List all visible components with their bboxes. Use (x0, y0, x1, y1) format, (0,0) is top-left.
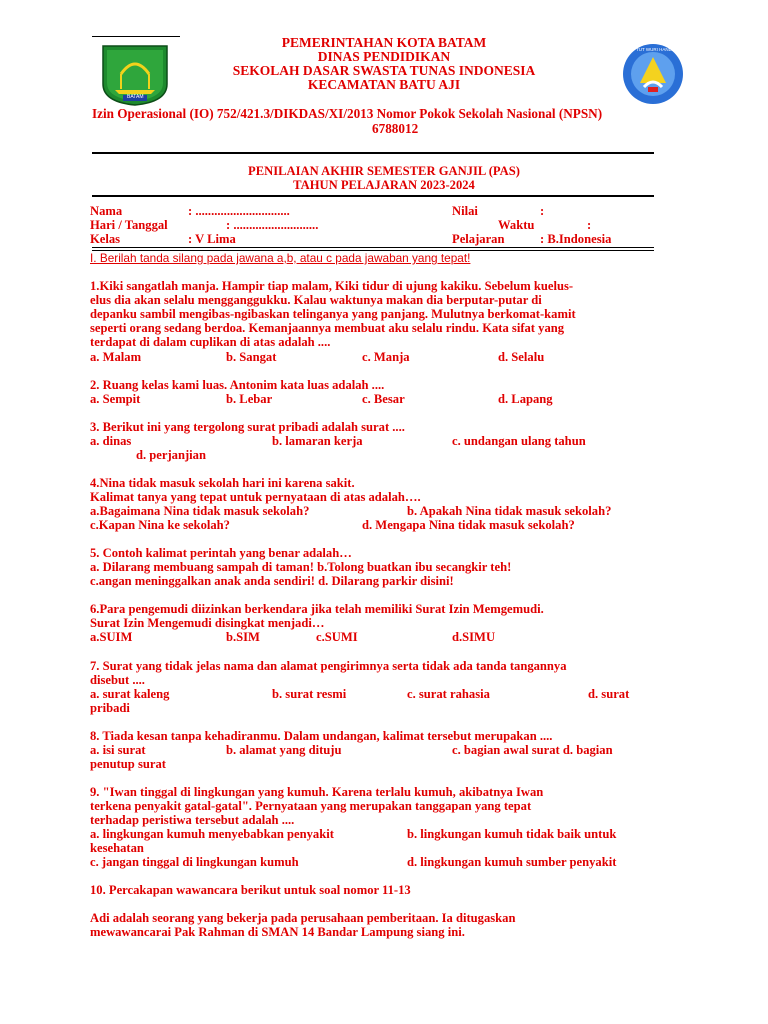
q6-option-b[interactable]: b.SIM (226, 630, 260, 644)
nama-label: Nama (90, 204, 123, 218)
header-line-3: SEKOLAH DASAR SWASTA TUNAS INDONESIA (232, 63, 536, 78)
q3-option-b[interactable]: b. lamaran kerja (272, 434, 363, 448)
q6-option-d[interactable]: d.SIMU (452, 630, 496, 644)
q5-options-line-1[interactable]: a. Dilarang membuang sampah di taman! b.Tolong buatkan ibu secangkir teh! (90, 560, 512, 574)
q9-line: terkena penyakit gatal-gatal". Pernyataan yang merupakan tanggapan yang tepat (90, 799, 532, 813)
q1-option-b[interactable]: b. Sangat (226, 350, 277, 364)
q4-option-c[interactable]: c.Kapan Nina ke sekolah? (90, 518, 230, 532)
header-line-2: DINAS PENDIDIKAN (317, 49, 451, 64)
q4-option-a[interactable]: a.Bagaimana Nina tidak masuk sekolah? (90, 504, 310, 518)
q8-option-d-wrap: penutup surat (90, 757, 166, 771)
q6-option-a[interactable]: a.SUIM (90, 630, 133, 644)
instruction-text: I. Berilah tanda silang pada jawana a,b, atau c pada jawaban yang tepat! (90, 251, 471, 265)
hari-field[interactable]: : ........................... (226, 218, 319, 232)
q1-line: terdapat di dalam cuplikan di atas adalah .... (90, 335, 331, 349)
q4-option-b[interactable]: b. Apakah Nina tidak masuk sekolah? (407, 504, 612, 518)
q1-line: 1.Kiki sangatlah manja. Hampir tiap malam, Kiki tidur di ujung kakiku. Sebelum kuelus- (90, 279, 574, 293)
q2-option-a[interactable]: a. Sempit (90, 392, 141, 406)
q6-option-c[interactable]: c.SUMI (316, 630, 358, 644)
q1-option-c[interactable]: c. Manja (362, 350, 410, 364)
q6-line: 6.Para pengemudi diizinkan berkendara jika telah memiliki Surat Izin Memgemudi. (90, 602, 544, 616)
header-line-4: KECAMATAN BATU AJI (307, 77, 461, 92)
q7-option-b[interactable]: b. surat resmi (272, 687, 347, 701)
izin-line-1: Izin Operasional (IO) 752/421.3/DIKDAS/XI/2013 Nomor Pokok Sekolah Nasional (NPSN) (92, 106, 603, 121)
q1-option-d[interactable]: d. Selalu (498, 350, 545, 364)
q9-option-a[interactable]: a. lingkungan kumuh menyebabkan penyakit (90, 827, 334, 841)
q1-option-a[interactable]: a. Malam (90, 350, 142, 364)
q9-line: 9. "Iwan tinggal di lingkungan yang kumuh. Karena terlalu kumuh, akibatnya Iwan (90, 785, 544, 799)
q1-line: depanku sambil mengibas-ngibaskan telinganya yang panjang. Mulutnya berkomat-kamit (90, 307, 576, 321)
q3-option-d[interactable]: d. perjanjian (136, 448, 206, 462)
waktu-label: Waktu (498, 218, 535, 232)
q7-line: 7. Surat yang tidak jelas nama dan alamat pengirimnya serta tidak ada tanda tangannya (90, 659, 567, 673)
batam-logo-text: BATAM (127, 94, 144, 100)
izin-line-2: 6788012 (372, 121, 419, 136)
pelajaran-label: Pelajaran (452, 232, 505, 246)
q4-line: Kalimat tanya yang tepat untuk pernyataan di atas adalah…. (90, 490, 421, 504)
exam-year: TAHUN PELAJARAN 2023-2024 (293, 178, 475, 192)
q5-text: 5. Contoh kalimat perintah yang benar adalah… (90, 546, 352, 560)
waktu-field[interactable]: : (587, 218, 592, 232)
q1-line: elus dia akan selalu mengganggukku. Kalau waktunya makan dia berputar-putar di (90, 293, 542, 307)
q7-option-d[interactable]: d. surat (588, 687, 630, 701)
q8-option-a[interactable]: a. isi surat (90, 743, 146, 757)
question-10: 10. Percakapan wawancara berikut untuk soal nomor 11-13 (90, 883, 411, 897)
nilai-label: Nilai (452, 204, 478, 218)
q7-line: disebut .... (90, 673, 145, 687)
kelas-label: Kelas (90, 232, 121, 246)
nilai-field[interactable]: : (540, 204, 545, 218)
q4-option-d[interactable]: d. Mengapa Nina tidak masuk sekolah? (362, 518, 575, 532)
pelajaran-value: : B.Indonesia (540, 232, 612, 246)
q2-text: 2. Ruang kelas kami luas. Antonim kata luas adalah .... (90, 378, 385, 392)
hari-label: Hari / Tanggal (90, 218, 168, 232)
q7-option-a[interactable]: a. surat kaleng (90, 687, 170, 701)
q3-option-c[interactable]: c. undangan ulang tahun (452, 434, 586, 448)
q7-option-d-wrap: pribadi (90, 701, 130, 715)
q8-option-c-d[interactable]: c. bagian awal surat d. bagian (452, 743, 613, 757)
identity-divider-1 (92, 247, 654, 248)
passage-line: Adi adalah seorang yang bekerja pada perusahaan pemberitaan. Ia ditugaskan (90, 911, 516, 925)
kelas-value: : V Lima (188, 232, 236, 246)
q3-option-a[interactable]: a. dinas (90, 434, 132, 448)
q9-option-b[interactable]: b. lingkungan kumuh tidak baik untuk (407, 827, 617, 841)
exam-title: PENILAIAN AKHIR SEMESTER GANJIL (PAS) (248, 164, 520, 178)
q9-line: terhadap peristiwa tersebut adalah .... (90, 813, 295, 827)
q3-text: 3. Berikut ini yang tergolong surat pribadi adalah surat .... (90, 420, 405, 434)
q1-line: seperti orang sedang berdoa. Kemanjaannya membuat aku selalu rindu. Kata sifat yang (90, 321, 565, 335)
school-header (0, 36, 768, 92)
q7-option-c[interactable]: c. surat rahasia (407, 687, 490, 701)
q2-option-d[interactable]: d. Lapang (498, 392, 553, 406)
tut-wuri-logo-text: TUT WURI HANDAYANI (636, 47, 685, 52)
q5-options-line-2[interactable]: c.angan meninggalkan anak anda sendiri! d. Dilarang parkir disini! (90, 574, 454, 588)
q9-option-c[interactable]: c. jangan tinggal di lingkungan kumuh (90, 855, 299, 869)
nama-field[interactable]: : .............................. (188, 204, 290, 218)
q9-option-b-wrap: kesehatan (90, 841, 144, 855)
header-divider (92, 152, 654, 154)
q4-line: 4.Nina tidak masuk sekolah hari ini karena sakit. (90, 476, 355, 490)
q2-option-c[interactable]: c. Besar (362, 392, 405, 406)
q6-line: Surat Izin Mengemudi disingkat menjadi… (90, 616, 325, 630)
passage-line: mewawancarai Pak Rahman di SMAN 14 Bandar Lampung siang ini. (90, 925, 465, 939)
q8-text: 8. Tiada kesan tanpa kehadiranmu. Dalam undangan, kalimat tersebut merupakan .... (90, 729, 553, 743)
header-line-1: PEMERINTAHAN KOTA BATAM (281, 35, 487, 50)
q8-option-b[interactable]: b. alamat yang dituju (226, 743, 342, 757)
q2-option-b[interactable]: b. Lebar (226, 392, 273, 406)
title-divider (92, 195, 654, 197)
q9-option-d[interactable]: d. lingkungan kumuh sumber penyakit (407, 855, 617, 869)
